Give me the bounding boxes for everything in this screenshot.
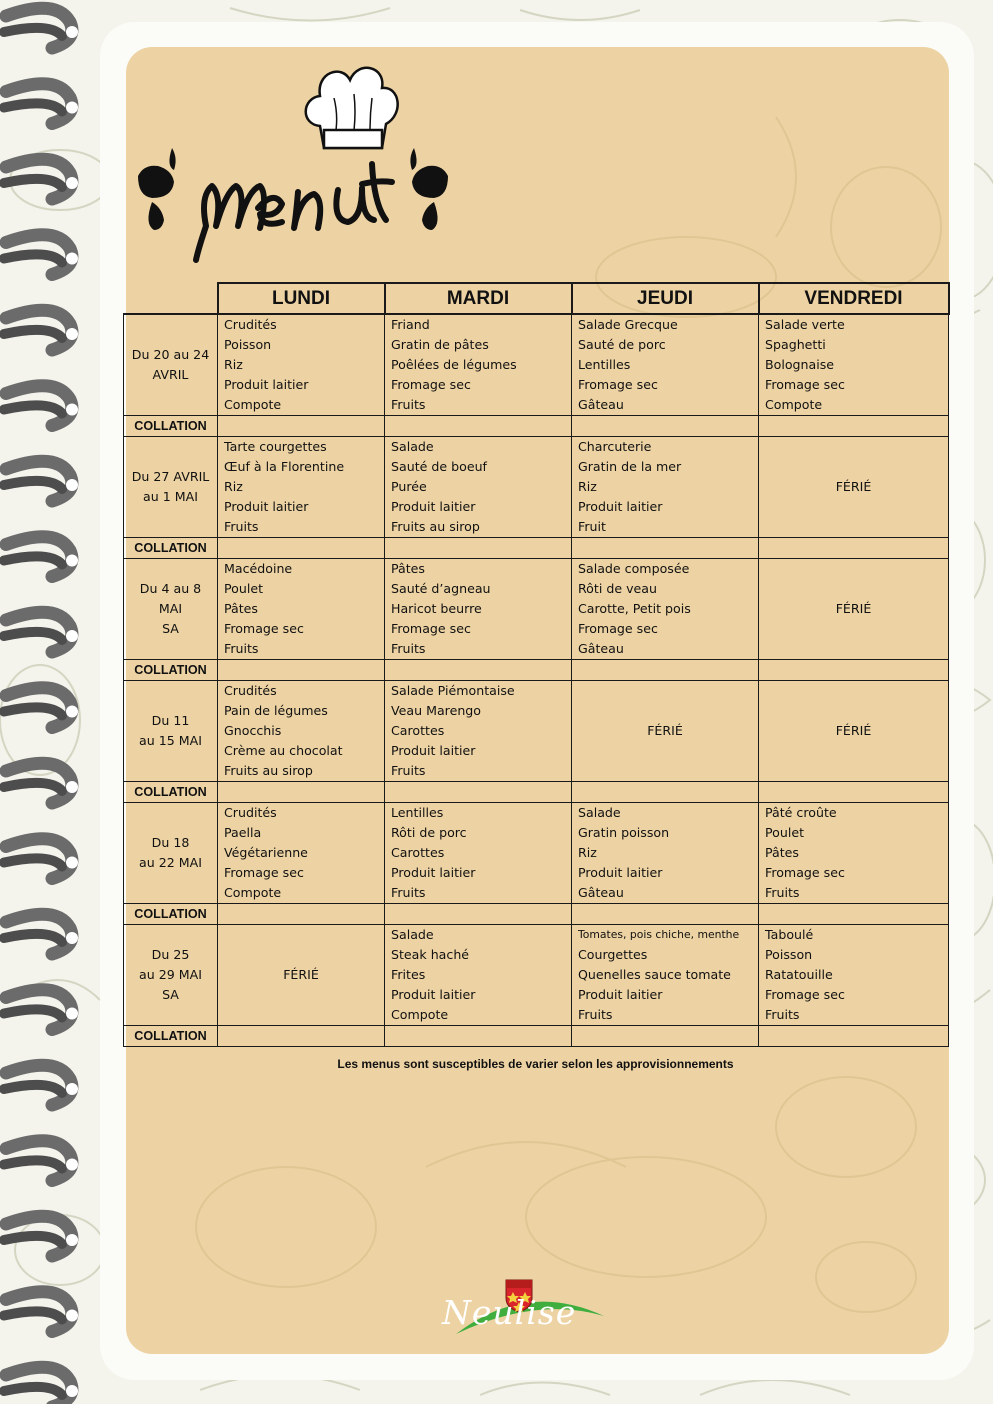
- holiday-cell-lundi: FÉRIÉ: [218, 925, 385, 1026]
- chef-hat-icon: [306, 68, 398, 148]
- spiral-ring: [4, 990, 78, 1030]
- dishes-cell-lundi: [218, 803, 385, 904]
- week-label-line: au 22 MAI: [139, 855, 202, 870]
- dish-item: Fromage sec: [224, 621, 304, 636]
- week-label-line: Du 27 AVRIL: [131, 469, 210, 484]
- dish-item: Fruits: [391, 763, 426, 778]
- week-label-line: SA: [162, 621, 179, 636]
- week-label-line: au 15 MAI: [139, 733, 202, 748]
- dish-item: Fruits: [391, 885, 426, 900]
- spiral-ring: [4, 1216, 78, 1256]
- week-label-line: Du 25: [151, 947, 190, 962]
- dish-item: Produit laitier: [391, 865, 476, 880]
- collation-cell: [572, 538, 759, 559]
- dishes-cell-lundi: [218, 314, 385, 416]
- dish-item: Pâtes: [765, 845, 799, 860]
- week-label-line: AVRIL: [152, 367, 189, 382]
- dish-item: Poisson: [765, 947, 813, 962]
- dish-item: Quenelles sauce tomate: [578, 967, 731, 982]
- dishes-cell-mardi: [385, 559, 572, 660]
- dishes-cell-jeudi: [572, 314, 759, 416]
- holiday-cell-jeudi: FÉRIÉ: [572, 681, 759, 782]
- dish-item: Sauté de boeuf: [391, 459, 487, 474]
- dish-item: Fruits: [391, 397, 426, 412]
- dish-item: Carottes: [391, 845, 445, 860]
- dish-item: Gnocchis: [224, 723, 282, 738]
- dish-item: Riz: [224, 357, 243, 372]
- week-label: [124, 437, 218, 538]
- day-header-vendredi: VENDREDI: [759, 283, 949, 314]
- collation-label: COLLATION: [124, 782, 218, 803]
- dish-item: Pâtes: [224, 601, 258, 616]
- dishes-cell-jeudi: [572, 437, 759, 538]
- spiral-ring: [4, 310, 78, 350]
- collation-cell: [759, 416, 949, 437]
- dish-item: Riz: [578, 845, 597, 860]
- collation-cell: [218, 416, 385, 437]
- dish-item: Fruits: [578, 1007, 613, 1022]
- dishes-cell-vendredi: [759, 803, 949, 904]
- dishes-cell-vendredi: [759, 925, 949, 1026]
- dish-item: Produit laitier: [224, 499, 309, 514]
- collation-cell: [385, 660, 572, 681]
- holiday-cell-vendredi: FÉRIÉ: [759, 437, 949, 538]
- spiral-ring: [4, 612, 78, 652]
- dishes-cell-vendredi: [759, 314, 949, 416]
- dishes-cell-jeudi: [572, 925, 759, 1026]
- week-row: [124, 559, 949, 660]
- collation-cell: [218, 538, 385, 559]
- dish-item: Produit laitier: [224, 377, 309, 392]
- dish-item: Fromage sec: [391, 621, 471, 636]
- spiral-ring: [4, 1292, 78, 1332]
- dish-item: Pâté croûte: [765, 805, 837, 820]
- spiral-ring: [4, 84, 78, 124]
- week-label: [124, 314, 218, 416]
- dish-item: Fromage sec: [765, 377, 845, 392]
- dish-item: Friand: [391, 317, 430, 332]
- dishes-cell-mardi: [385, 803, 572, 904]
- week-label: [124, 559, 218, 660]
- dish-item: Fruits: [765, 1007, 800, 1022]
- collation-row: [124, 416, 949, 437]
- dish-item: Produit laitier: [578, 499, 663, 514]
- collation-label: COLLATION: [124, 660, 218, 681]
- dish-item: Œuf à la Florentine: [224, 459, 345, 474]
- week-label: [124, 925, 218, 1026]
- dish-item: Pain de légumes: [224, 703, 328, 718]
- dish-item: Gratin de la mer: [578, 459, 682, 474]
- day-header-row: [124, 283, 949, 314]
- day-header-mardi: MARDI: [385, 283, 572, 314]
- collation-cell: [385, 538, 572, 559]
- dishes-cell-mardi: [385, 681, 572, 782]
- collation-cell: [385, 1026, 572, 1047]
- week-label: [124, 803, 218, 904]
- header-corner: [124, 283, 218, 314]
- dish-item: Compote: [224, 885, 282, 900]
- week-label-line: Du 4 au 8: [139, 581, 202, 596]
- dish-item: Taboulé: [765, 927, 814, 942]
- dish-item: Fruit: [578, 519, 606, 534]
- dish-item: Gratin de pâtes: [391, 337, 489, 352]
- dish-item: Courgettes: [578, 947, 648, 962]
- holiday-cell-vendredi: FÉRIÉ: [759, 681, 949, 782]
- collation-cell: [759, 904, 949, 925]
- collation-cell: [385, 782, 572, 803]
- brand-name: Neulise: [442, 1293, 577, 1332]
- week-label-line: SA: [162, 987, 179, 1002]
- dish-item: Lentilles: [578, 357, 631, 372]
- collation-cell: [759, 1026, 949, 1047]
- collation-cell: [218, 782, 385, 803]
- day-header-lundi: LUNDI: [218, 283, 385, 314]
- week-label-line: Du 18: [151, 835, 190, 850]
- dish-item: Haricot beurre: [391, 601, 482, 616]
- dish-item: Salade verte: [765, 317, 845, 332]
- dishes-cell-mardi: [385, 925, 572, 1026]
- dish-item: Fromage sec: [578, 377, 658, 392]
- week-row: [124, 437, 949, 538]
- dish-item: Crème au chocolat: [224, 743, 343, 758]
- dish-item: Fruits au sirop: [391, 519, 480, 534]
- dish-item: Carottes: [391, 723, 445, 738]
- dish-item: Fruits au sirop: [224, 763, 313, 778]
- collation-cell: [572, 416, 759, 437]
- dish-item: Carotte, Petit pois: [578, 601, 691, 616]
- dish-item: Produit laitier: [391, 743, 476, 758]
- dish-item: Compote: [224, 397, 282, 412]
- dishes-cell-mardi: [385, 314, 572, 416]
- dish-item: Fruits: [224, 641, 259, 656]
- dish-item: Riz: [224, 479, 243, 494]
- dish-item: Steak haché: [391, 947, 470, 962]
- dish-item: Fromage sec: [765, 987, 845, 1002]
- collation-row: [124, 1026, 949, 1047]
- dish-item: Rôti de veau: [578, 581, 657, 596]
- dish-item: Compote: [765, 397, 823, 412]
- dish-item: Charcuterie: [578, 439, 652, 454]
- dish-item: Fruits: [765, 885, 800, 900]
- dish-item: Ratatouille: [765, 967, 833, 982]
- collation-row: [124, 660, 949, 681]
- dish-item: Gâteau: [578, 641, 624, 656]
- dish-item: Sauté de porc: [578, 337, 666, 352]
- spiral-ring: [4, 461, 78, 501]
- dish-item: Produit laitier: [578, 865, 663, 880]
- dishes-cell-lundi: [218, 437, 385, 538]
- dish-item: Frites: [391, 967, 426, 982]
- dish-item: Fruits: [224, 519, 259, 534]
- menu-table: [123, 282, 950, 1047]
- spiral-ring: [4, 1141, 78, 1181]
- week-row: [124, 925, 949, 1026]
- dish-item: Pâtes: [391, 561, 425, 576]
- collation-row: [124, 782, 949, 803]
- dish-item: Lentilles: [391, 805, 444, 820]
- dish-item: Riz: [578, 479, 597, 494]
- dish-item: Poisson: [224, 337, 272, 352]
- spiral-ring: [4, 914, 78, 954]
- dish-item: Produit laitier: [578, 987, 663, 1002]
- week-row: [124, 314, 949, 416]
- dish-item: Macédoine: [224, 561, 293, 576]
- dishes-cell-mardi: [385, 437, 572, 538]
- holiday-cell-vendredi: FÉRIÉ: [759, 559, 949, 660]
- collation-row: [124, 904, 949, 925]
- dish-item: Produit laitier: [391, 499, 476, 514]
- collation-cell: [572, 904, 759, 925]
- dish-item: Sauté d’agneau: [391, 581, 491, 596]
- collation-label: COLLATION: [124, 416, 218, 437]
- dish-item: Crudités: [224, 683, 277, 698]
- dish-item: Salade: [578, 805, 621, 820]
- week-row: [124, 803, 949, 904]
- menu-title-logo: [128, 58, 458, 268]
- week-label: [124, 681, 218, 782]
- collation-cell: [572, 660, 759, 681]
- dish-item: Gâteau: [578, 397, 624, 412]
- week-label-line: MAI: [158, 601, 183, 616]
- dish-item: Paella: [224, 825, 262, 840]
- spiral-ring: [4, 1065, 78, 1105]
- dishes-cell-lundi: [218, 559, 385, 660]
- dish-item: Salade: [391, 927, 434, 942]
- collation-cell: [218, 904, 385, 925]
- collation-cell: [572, 782, 759, 803]
- dishes-cell-lundi: [218, 681, 385, 782]
- dish-item: Gâteau: [578, 885, 624, 900]
- dishes-cell-jeudi: [572, 559, 759, 660]
- dish-item: Purée: [391, 479, 427, 494]
- collation-cell: [759, 538, 949, 559]
- dish-item: Fromage sec: [765, 865, 845, 880]
- collation-row: [124, 538, 949, 559]
- footnote: Les menus sont susceptibles de varier selon les approvisionnements: [337, 1057, 734, 1071]
- dish-item: Rôti de porc: [391, 825, 467, 840]
- dish-item: Salade composée: [578, 561, 690, 576]
- dish-item: Crudités: [224, 805, 277, 820]
- dish-item: Veau Marengo: [391, 703, 482, 718]
- week-label-line: Du 11: [151, 713, 190, 728]
- spiral-ring: [4, 839, 78, 879]
- dish-item: Poulet: [765, 825, 805, 840]
- spiral-binding-icon: [0, 0, 100, 1404]
- spiral-ring: [4, 688, 78, 728]
- collation-label: COLLATION: [124, 1026, 218, 1047]
- week-row: [124, 681, 949, 782]
- dish-item: Salade Grecque: [578, 317, 678, 332]
- spiral-ring: [4, 763, 78, 803]
- day-header-jeudi: JEUDI: [572, 283, 759, 314]
- dish-item: Gratin poisson: [578, 825, 670, 840]
- dish-item: Végétarienne: [224, 845, 308, 860]
- week-label-line: au 29 MAI: [139, 967, 202, 982]
- week-label-line: Du 20 au 24: [131, 347, 210, 362]
- dish-item: Fruits: [391, 641, 426, 656]
- dish-item: Fromage sec: [578, 621, 658, 636]
- spiral-ring: [4, 235, 78, 275]
- dish-item: Bolognaise: [765, 357, 835, 372]
- week-label-line: au 1 MAI: [143, 489, 198, 504]
- collation-label: COLLATION: [124, 904, 218, 925]
- dishes-cell-jeudi: [572, 803, 759, 904]
- dish-item: Poulet: [224, 581, 264, 596]
- spiral-ring: [4, 159, 78, 199]
- dish-item: Spaghetti: [765, 337, 826, 352]
- spiral-ring: [4, 537, 78, 577]
- spiral-ring: [4, 8, 78, 48]
- spiral-ring: [4, 1367, 78, 1404]
- collation-cell: [759, 782, 949, 803]
- collation-cell: [572, 1026, 759, 1047]
- collation-cell: [385, 904, 572, 925]
- collation-cell: [759, 660, 949, 681]
- dish-item: Crudités: [224, 317, 277, 332]
- collation-cell: [385, 416, 572, 437]
- dish-item: Tomates, pois chiche, menthe: [578, 928, 740, 941]
- dish-item: Produit laitier: [391, 987, 476, 1002]
- dish-item: Compote: [391, 1007, 449, 1022]
- dish-item: Salade Piémontaise: [391, 683, 515, 698]
- dish-item: Poêlées de légumes: [391, 357, 517, 372]
- collation-cell: [218, 660, 385, 681]
- dish-item: Tarte courgettes: [224, 439, 327, 454]
- collation-cell: [218, 1026, 385, 1047]
- dish-item: Fromage sec: [391, 377, 471, 392]
- collation-label: COLLATION: [124, 538, 218, 559]
- dish-item: Fromage sec: [224, 865, 304, 880]
- dish-item: Salade: [391, 439, 434, 454]
- spiral-ring: [4, 386, 78, 426]
